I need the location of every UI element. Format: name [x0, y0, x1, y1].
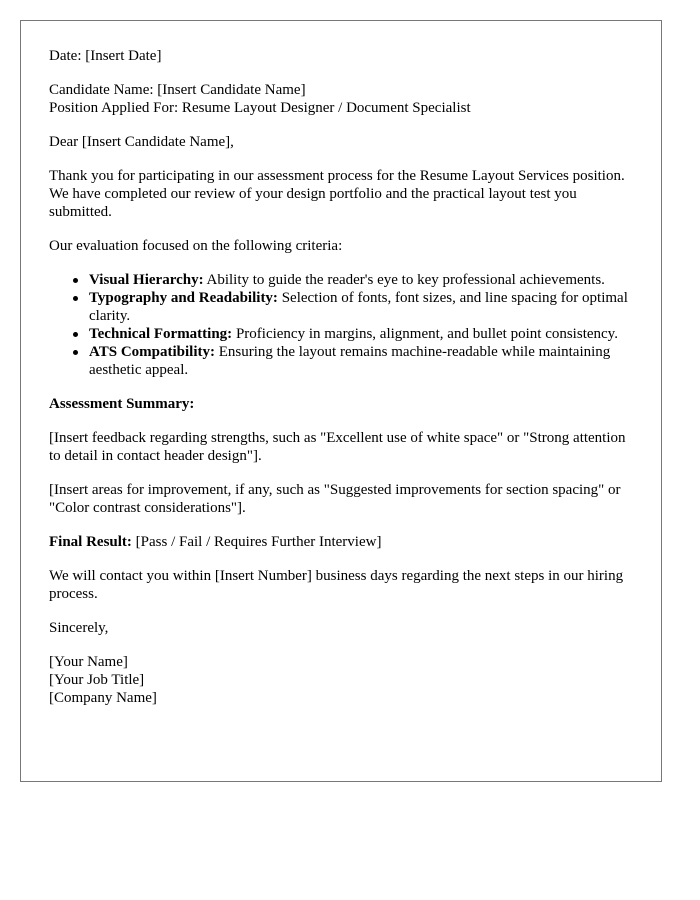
assessment-letter	[20, 20, 662, 782]
criteria-text: Selection of fonts, font sizes, and line spacing for optimal clarity.	[89, 290, 628, 324]
criteria-title: ATS Compatibility:	[89, 344, 215, 360]
criteria-text: Ability to guide the reader's eye to key professional achievements.	[206, 272, 605, 288]
closing: Sincerely,	[49, 620, 109, 636]
strengths-paragraph: [Insert feedback regarding strengths, such as "Excellent use of white space" or "Strong attention to detail in contact header design"].	[49, 430, 626, 464]
signature-title: [Your Job Title]	[49, 672, 145, 688]
signature-company: [Company Name]	[49, 690, 157, 706]
bullet-icon	[73, 350, 78, 355]
signature-name: [Your Name]	[49, 654, 128, 670]
signature-block	[49, 653, 633, 707]
criteria-item-typography	[89, 289, 633, 325]
final-result	[49, 533, 633, 551]
criteria-item-technical-formatting	[89, 325, 633, 343]
criteria-list	[49, 271, 633, 379]
final-result-value: [Pass / Fail / Requires Further Interview]	[135, 534, 382, 550]
letter-header	[49, 47, 633, 65]
intro-paragraph: Thank you for participating in our assessment process for the Resume Layout Services position. We have completed our review of your design portfolio and the practical layout test you submitted.	[49, 168, 625, 220]
criteria-title: Technical Formatting:	[89, 326, 233, 342]
bullet-icon	[73, 296, 78, 301]
criteria-intro: Our evaluation focused on the following criteria:	[49, 238, 343, 254]
criteria-title: Typography and Readability:	[89, 290, 278, 306]
candidate-name-line: Candidate Name: [Insert Candidate Name]	[49, 82, 306, 98]
candidate-info	[49, 81, 633, 117]
bullet-icon	[73, 332, 78, 337]
salutation: Dear [Insert Candidate Name],	[49, 134, 234, 150]
criteria-text: Proficiency in margins, alignment, and bullet point consistency.	[235, 326, 618, 342]
date-line: Date: [Insert Date]	[49, 48, 162, 64]
bullet-icon	[73, 278, 78, 283]
summary-heading: Assessment Summary:	[49, 396, 195, 412]
next-steps-paragraph: We will contact you within [Insert Number] business days regarding the next steps in our hiring process.	[49, 568, 624, 602]
criteria-title: Visual Hierarchy:	[89, 272, 204, 288]
criteria-item-visual-hierarchy	[89, 271, 633, 289]
criteria-item-ats-compatibility	[89, 343, 633, 379]
improvements-paragraph: [Insert areas for improvement, if any, such as "Suggested improvements for section spacing" or "Color contrast considerations"].	[49, 482, 621, 516]
criteria-text: Ensuring the layout remains machine-readable while maintaining aesthetic appeal.	[89, 344, 611, 378]
position-line: Position Applied For: Resume Layout Designer / Document Specialist	[49, 100, 471, 116]
final-result-label: Final Result:	[49, 534, 132, 550]
